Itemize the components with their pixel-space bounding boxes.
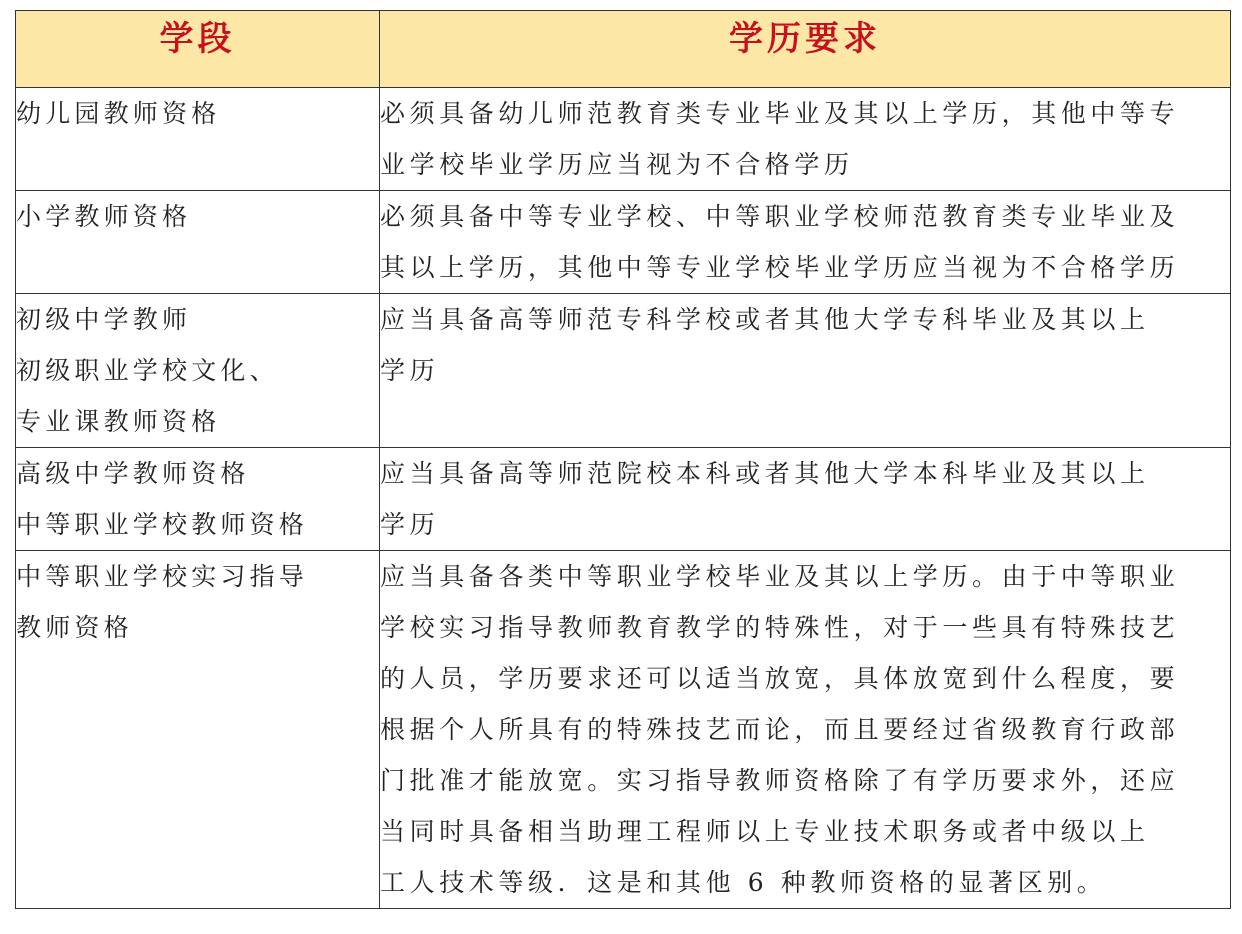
table-row: [16, 448, 1231, 551]
requirement-line: 业学校毕业学历应当视为不合格学历: [380, 150, 854, 179]
requirement-line: 根据个人所具有的特殊技艺而论，而且要经过省级教育行政部: [380, 715, 1180, 744]
stage-cell: [16, 191, 380, 294]
requirement-line: 应当具备高等师范专科学校或者其他大学专科毕业及其以上: [380, 305, 1150, 334]
requirement-line: 学历: [380, 356, 440, 385]
requirement-line: 的人员，学历要求还可以适当放宽，具体放宽到什么程度，要: [380, 664, 1180, 693]
requirement-line: 门批准才能放宽。实习指导教师资格除了有学历要求外，还应: [380, 766, 1180, 795]
stage-line: 专业课教师资格: [16, 407, 221, 436]
stage-line: 中等职业学校实习指导: [16, 562, 309, 591]
requirement-cell: [380, 88, 1231, 191]
stage-line: 初级中学教师: [16, 305, 192, 334]
table-header-row: [16, 11, 1231, 88]
stage-line: 幼儿园教师资格: [16, 99, 221, 128]
header-requirement: 学历要求: [380, 11, 1231, 88]
requirement-cell: [380, 294, 1231, 448]
requirement-line: 必须具备幼儿师范教育类专业毕业及其以上学历，其他中等专: [380, 99, 1180, 128]
stage-line: 小学教师资格: [16, 202, 192, 231]
stage-cell: [16, 88, 380, 191]
stage-cell: [16, 448, 380, 551]
requirement-cell: [380, 448, 1231, 551]
requirement-line: 必须具备中等专业学校、中等职业学校师范教育类专业毕业及: [380, 202, 1180, 231]
requirement-line: 工人技术等级．这是和其他 6 种教师资格的显著区别。: [380, 868, 1107, 897]
table-row: [16, 88, 1231, 191]
stage-line: 高级中学教师资格: [16, 459, 250, 488]
stage-line: 中等职业学校教师资格: [16, 510, 309, 539]
table-row: [16, 191, 1231, 294]
requirement-line: 学历: [380, 510, 440, 539]
requirement-cell: [380, 551, 1231, 909]
table-row: [16, 294, 1231, 448]
qualification-table: [15, 10, 1231, 909]
requirement-line: 学校实习指导教师教育教学的特殊性，对于一些具有特殊技艺: [380, 613, 1180, 642]
stage-line: 初级职业学校文化、: [16, 356, 279, 385]
requirement-line: 应当具备各类中等职业学校毕业及其以上学历。由于中等职业: [380, 562, 1180, 591]
requirement-cell: [380, 191, 1231, 294]
stage-cell: [16, 551, 380, 909]
table-row: [16, 551, 1231, 909]
requirement-line: 其以上学历，其他中等专业学校毕业学历应当视为不合格学历: [380, 253, 1180, 282]
requirement-line: 应当具备高等师范院校本科或者其他大学本科毕业及其以上: [380, 459, 1150, 488]
stage-cell: [16, 294, 380, 448]
requirement-line: 当同时具备相当助理工程师以上专业技术职务或者中级以上: [380, 817, 1150, 846]
stage-line: 教师资格: [16, 613, 133, 642]
header-stage: 学段: [16, 11, 380, 88]
